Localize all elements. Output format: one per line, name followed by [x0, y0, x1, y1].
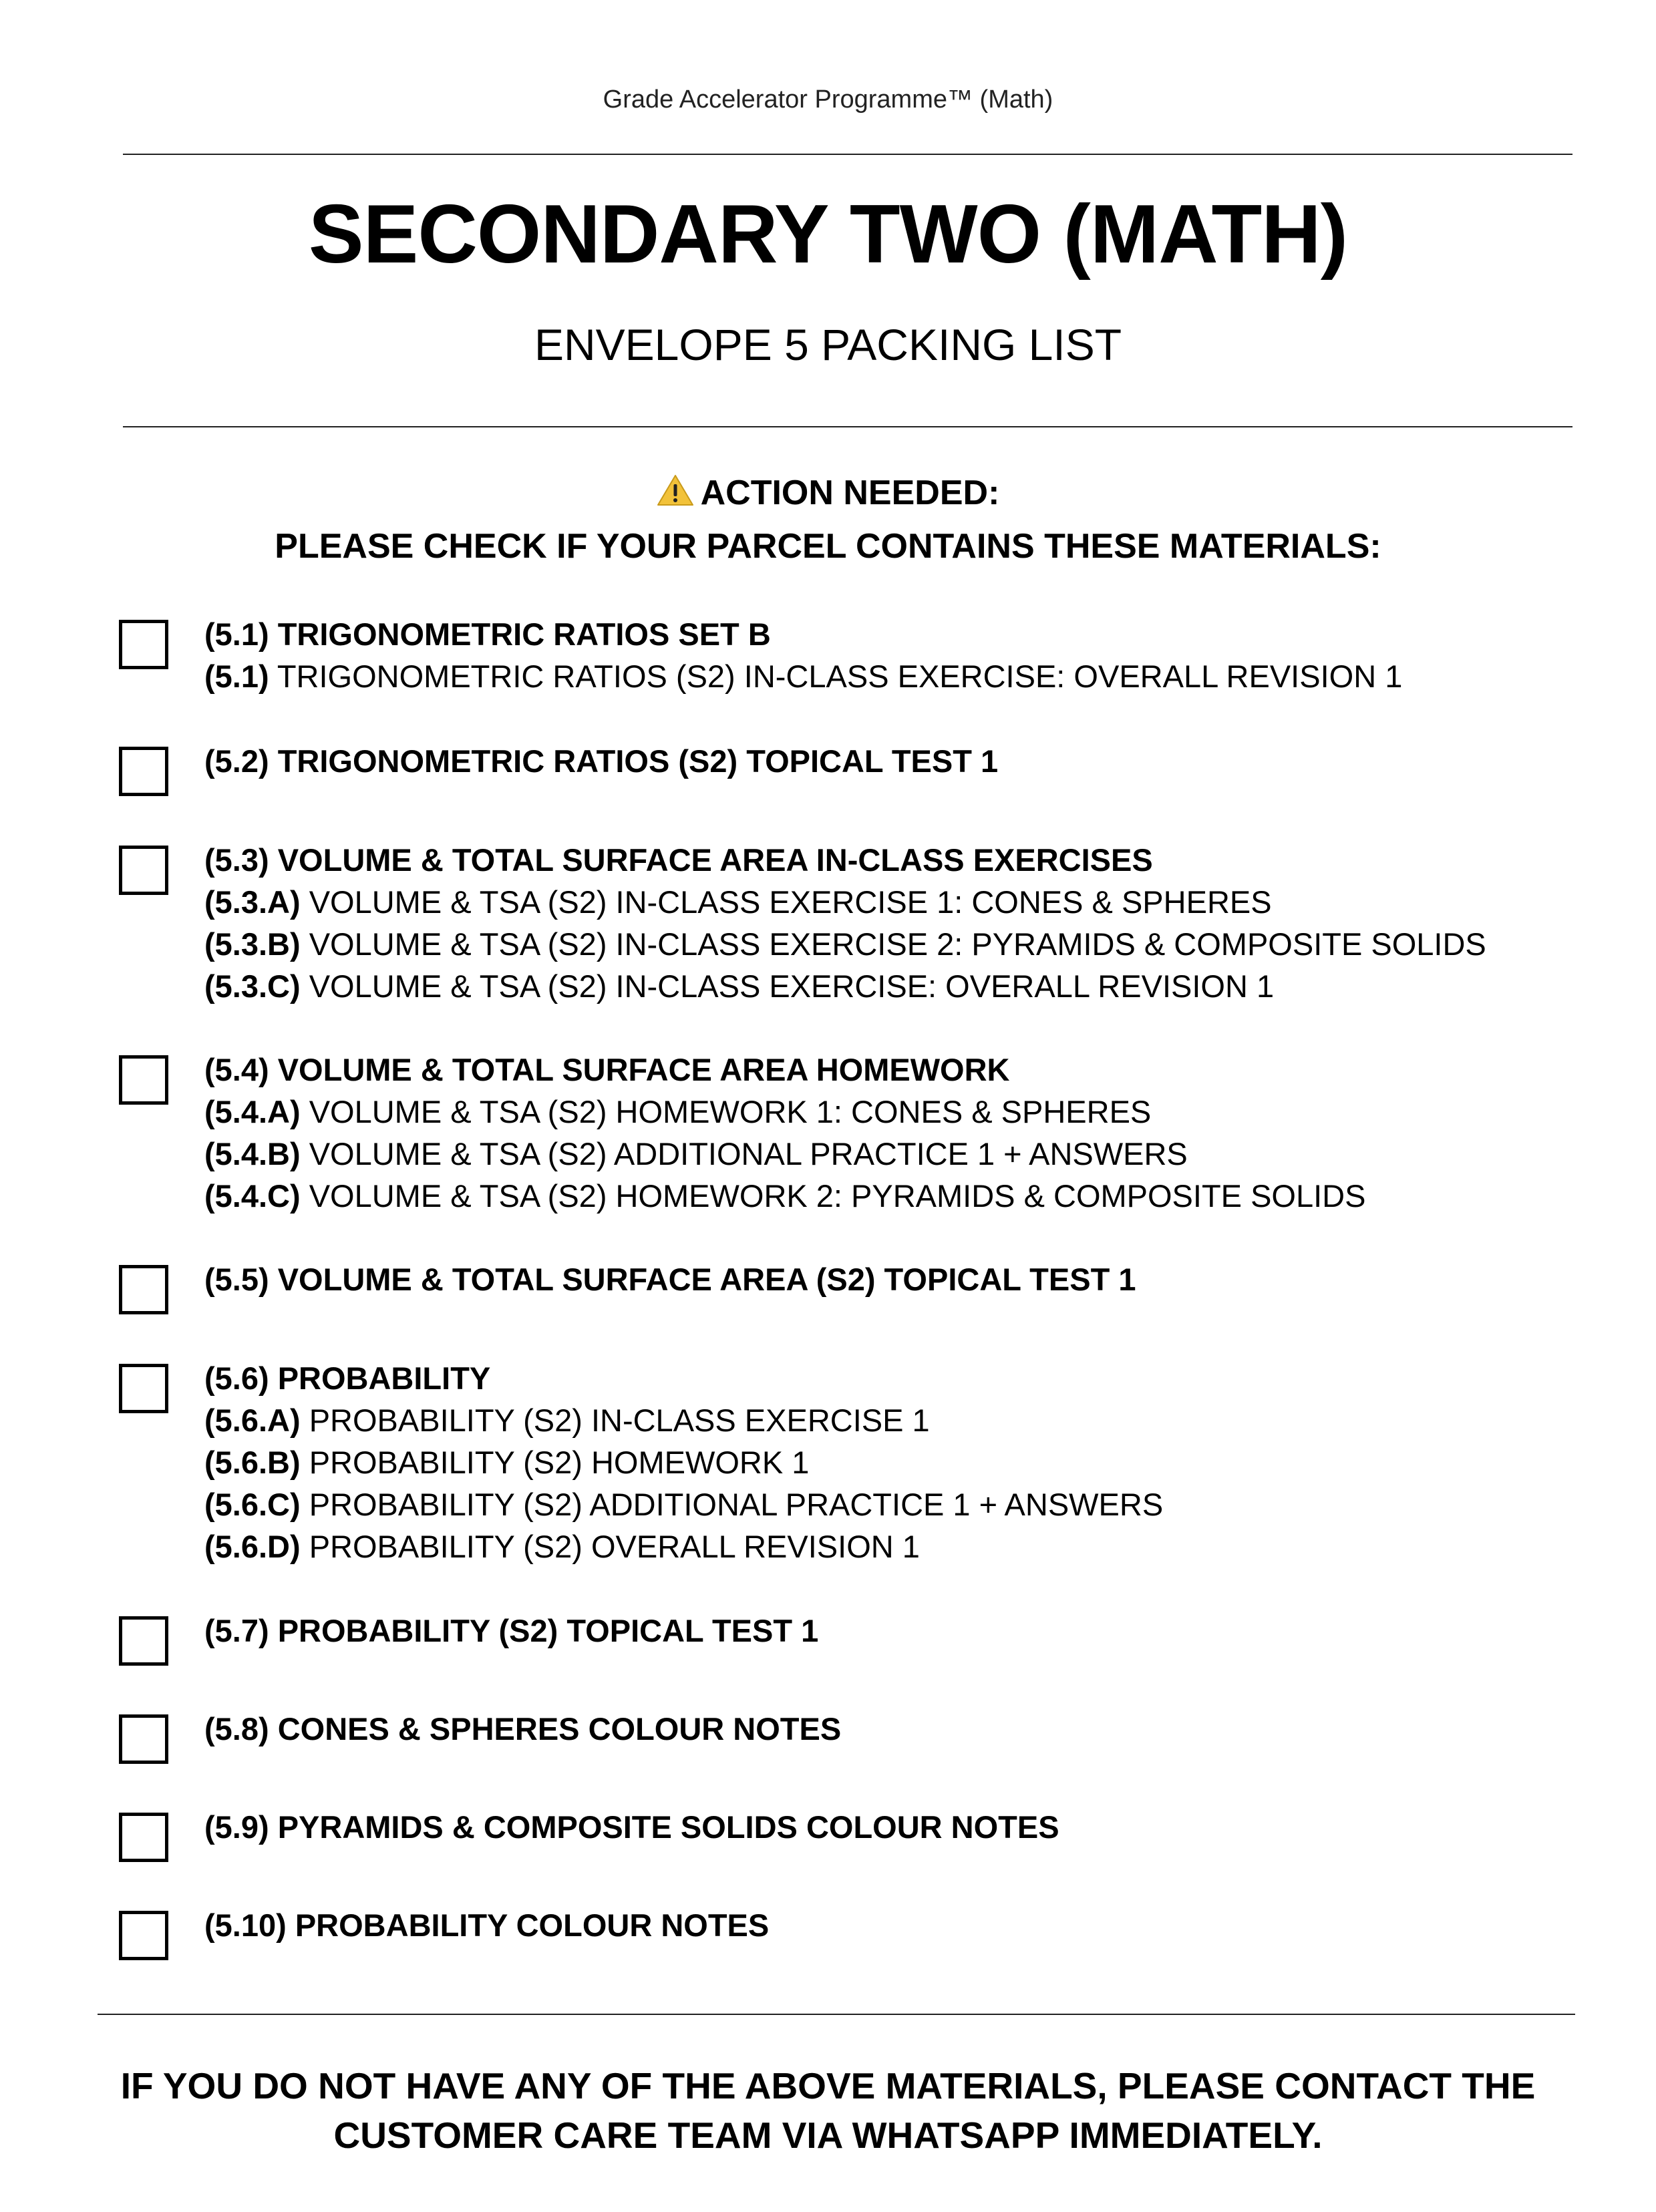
- item-title: (5.7) PROBABILITY (S2) TOPICAL TEST 1: [204, 1613, 819, 1648]
- sub-item-text: VOLUME & TSA (S2) IN-CLASS EXERCISE: OVERALL REVISION 1: [300, 968, 1275, 1004]
- checkbox[interactable]: [119, 1813, 168, 1862]
- program-header: Grade Accelerator Programme™ (Math): [603, 85, 1053, 114]
- sub-item: [204, 1091, 1365, 1133]
- sub-item-text: VOLUME & TSA (S2) ADDITIONAL PRACTICE 1 + ANSWERS: [300, 1136, 1188, 1171]
- sub-item: [204, 1399, 1163, 1441]
- item-title: (5.9) PYRAMIDS & COMPOSITE SOLIDS COLOUR NOTES: [204, 1809, 1059, 1845]
- item-title: (5.1) TRIGONOMETRIC RATIOS SET B: [204, 616, 771, 652]
- footer-line-2: CUSTOMER CARE TEAM VIA WHATSAPP IMMEDIATELY.: [333, 2114, 1323, 2156]
- sub-item: [204, 965, 1486, 1007]
- sub-item-text: PROBABILITY (S2) IN-CLASS EXERCISE 1: [300, 1403, 930, 1438]
- sub-item-text: PROBABILITY (S2) HOMEWORK 1: [300, 1445, 810, 1480]
- item-title: (5.6) PROBABILITY: [204, 1360, 491, 1396]
- sub-item: [204, 923, 1486, 965]
- footer-divider: [98, 2014, 1575, 2015]
- checkbox[interactable]: [119, 620, 168, 669]
- sub-item: [204, 1133, 1365, 1175]
- sub-item: [204, 1175, 1365, 1217]
- item-title: (5.3) VOLUME & TOTAL SURFACE AREA IN-CLASS EXERCISES: [204, 842, 1153, 878]
- sub-item-code: (5.1): [204, 659, 269, 694]
- sub-item-code: (5.4.C): [204, 1178, 301, 1214]
- checkbox[interactable]: [119, 1616, 168, 1666]
- top-divider: [123, 154, 1572, 155]
- sub-item-text: PROBABILITY (S2) ADDITIONAL PRACTICE 1 + ANSWERS: [300, 1487, 1164, 1522]
- sub-item-code: (5.6.D): [204, 1529, 301, 1564]
- item-title: (5.4) VOLUME & TOTAL SURFACE AREA HOMEWORK: [204, 1052, 1010, 1087]
- checkbox[interactable]: [119, 1911, 168, 1960]
- checkbox[interactable]: [119, 846, 168, 895]
- warning-icon: [657, 470, 694, 521]
- sub-item-code: (5.4.A): [204, 1094, 301, 1129]
- checkbox[interactable]: [119, 1714, 168, 1764]
- sub-item-code: (5.3.B): [204, 926, 301, 962]
- sub-item-text: PROBABILITY (S2) OVERALL REVISION 1: [300, 1529, 920, 1564]
- sub-item-code: (5.6.A): [204, 1403, 301, 1438]
- title-divider: [123, 426, 1572, 427]
- sub-item-text: VOLUME & TSA (S2) HOMEWORK 2: PYRAMIDS & COMPOSITE SOLIDS: [300, 1178, 1366, 1214]
- footer-line-1: IF YOU DO NOT HAVE ANY OF THE ABOVE MATERIALS, PLEASE CONTACT THE: [120, 2065, 1536, 2106]
- sub-item-text: VOLUME & TSA (S2) IN-CLASS EXERCISE 1: CONES & SPHERES: [300, 884, 1272, 920]
- item-title: (5.10) PROBABILITY COLOUR NOTES: [204, 1907, 770, 1943]
- item-title: (5.5) VOLUME & TOTAL SURFACE AREA (S2) TOPICAL TEST 1: [204, 1262, 1136, 1297]
- sub-item-code: (5.6.B): [204, 1445, 301, 1480]
- action-notice: [0, 468, 1656, 572]
- sub-item: [204, 1525, 1163, 1568]
- sub-item-code: (5.4.B): [204, 1136, 301, 1171]
- sub-item: [204, 1441, 1163, 1483]
- sub-item-code: (5.3.C): [204, 968, 301, 1004]
- page-subtitle: ENVELOPE 5 PACKING LIST: [534, 320, 1122, 369]
- checkbox[interactable]: [119, 1265, 168, 1314]
- sub-item: [204, 881, 1486, 923]
- action-heading: ACTION NEEDED:: [700, 474, 1000, 512]
- item-title: (5.8) CONES & SPHERES COLOUR NOTES: [204, 1711, 842, 1746]
- footer-notice: [0, 2061, 1656, 2160]
- page-title: SECONDARY TWO (MATH): [308, 188, 1348, 281]
- sub-item-code: (5.3.A): [204, 884, 301, 920]
- checkbox[interactable]: [119, 747, 168, 796]
- checkbox[interactable]: [119, 1055, 168, 1105]
- checkbox[interactable]: [119, 1364, 168, 1413]
- sub-item: [204, 1483, 1163, 1525]
- item-title: (5.2) TRIGONOMETRIC RATIOS (S2) TOPICAL TEST 1: [204, 743, 999, 779]
- action-instruction: PLEASE CHECK IF YOUR PARCEL CONTAINS THESE MATERIALS:: [275, 527, 1381, 566]
- sub-item: [204, 655, 1402, 697]
- sub-item-text: VOLUME & TSA (S2) IN-CLASS EXERCISE 2: PYRAMIDS & COMPOSITE SOLIDS: [300, 926, 1486, 962]
- sub-item-text: TRIGONOMETRIC RATIOS (S2) IN-CLASS EXERCISE: OVERALL REVISION 1: [269, 659, 1403, 694]
- sub-item-text: VOLUME & TSA (S2) HOMEWORK 1: CONES & SPHERES: [300, 1094, 1152, 1129]
- sub-item-code: (5.6.C): [204, 1487, 301, 1522]
